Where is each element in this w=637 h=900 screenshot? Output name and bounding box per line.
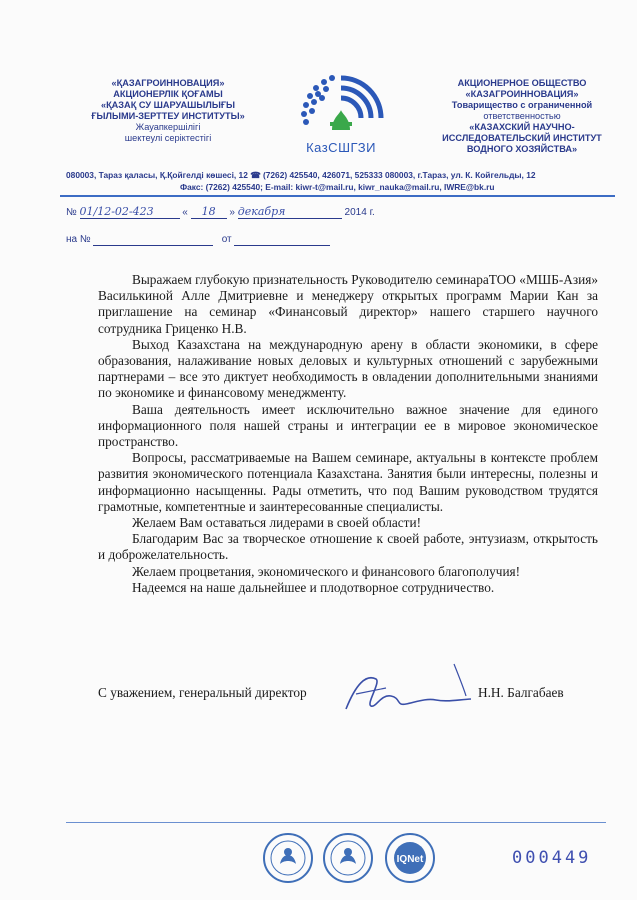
body-paragraph: Выход Казахстана на международную арену в области экономики, в сфере образования, налаживание новых деловых и культурных отношений с зарубежными партнерами – все это диктует необходимость в овладении дополнительными знаниями по экономике и финансовому менеджменту.: [98, 336, 598, 401]
seal-icon: [324, 834, 372, 882]
header-left-line: ҒЫЛЫМИ-ЗЕРТТЕУ ИНСТИТУТЫ»: [91, 111, 245, 121]
signatory-name: Н.Н. Балгабаев: [478, 685, 564, 700]
header-right-line: «КАЗАХСКИЙ НАУЧНО-: [469, 122, 575, 132]
header-divider: [60, 195, 615, 197]
registration-number: 01/12-02-423: [79, 205, 154, 218]
day-open-quote: «: [182, 207, 188, 218]
institute-logo: [286, 70, 396, 160]
reference-prefix: на №: [66, 234, 91, 245]
reference-line: [66, 234, 330, 246]
reference-from: от: [221, 234, 232, 245]
signature-closing: С уважением, генеральный директор: [98, 685, 307, 700]
contact-line: Факс: (7262) 425540; E-mail: kiwr-t@mail.ru, kiwr_nauka@mail.ru, IWRE@bk.ru: [180, 182, 495, 192]
header-left-line: «ҚАЗАГРОИННОВАЦИЯ»: [111, 78, 225, 88]
registration-prefix: №: [66, 207, 77, 218]
header-right-line: АКЦИОНЕРНОЕ ОБЩЕСТВО: [457, 78, 587, 88]
registration-year: 2014 г.: [344, 207, 375, 218]
footer-divider: [66, 822, 606, 823]
seal-icon: [264, 834, 312, 882]
header-left-line: шектеулі серіктестігі: [124, 133, 212, 143]
day-close-quote: »: [229, 207, 235, 218]
registration-number-field: [80, 205, 180, 219]
logo-graphic-icon: [286, 70, 396, 140]
body-paragraph: Вопросы, рассматриваемые на Вашем семинаре, актуальны в контексте проблем развития экономического потенциала Казахстана. Занятия были интересны, полезны и информационно насыщенны. Рады отметить, что под Вашим руководством трудятся грамотные, компетентные и заинтересованные специалисты.: [98, 450, 598, 514]
header-left-line: «ҚАЗАҚ СУ ШАРУАШЫЛЫҒЫ: [100, 100, 236, 110]
day-field: [191, 205, 227, 219]
certification-seals: [262, 830, 462, 886]
body-paragraph: Желаем Вам оставаться лидерами в своей области!: [132, 515, 422, 531]
registration-line: [66, 205, 375, 219]
header-right-line: ответственностью: [483, 111, 561, 121]
header-left-org: [68, 78, 268, 144]
month-field: [238, 205, 342, 219]
address-line: 080003, Тараз қаласы, Қ.Қойгелді көшесі, 12 ☎ (7262) 425540, 426071, 525333 080003, г.Тараз, ул. К. Койгельды, 12: [66, 170, 536, 180]
signature-block: [98, 685, 608, 701]
iqnet-label: IQNet: [396, 854, 424, 865]
body-paragraph: Надеемся на наше дальнейшее и плодотворное сотрудничество.: [132, 579, 495, 595]
reference-date-field: [234, 234, 330, 246]
body-paragraph: Ваша деятельность имеет исключительно важное значение для единого информационного поля нашей страны и интеграции ее в мировое экономическое пространство.: [98, 401, 598, 450]
body-paragraph: Желаем процветания, экономического и финансового благополучия!: [132, 563, 521, 579]
header-right-line: ВОДНОГО ХОЗЯЙСТВА»: [466, 144, 578, 154]
letter-body: [98, 272, 598, 596]
header-right-line: Товарищество с ограниченной: [451, 100, 593, 110]
logo-text: КазСШГЗИ: [306, 140, 376, 155]
header-left-line: АКЦИОНЕРЛІК ҚОҒАМЫ: [113, 89, 223, 99]
header-left-line: Жауапкершілігі: [135, 122, 201, 132]
body-paragraph: Благодарим Вас за творческое отношение к своей работе, энтузиазм, открытость и доброжелательность.: [98, 531, 598, 563]
serial-number: 000449: [512, 848, 592, 868]
reference-number-field: [93, 234, 213, 246]
registration-month: декабря: [237, 205, 286, 218]
header-right-line: ИССЛЕДОВАТЕЛЬСКИЙ ИНСТИТУТ: [442, 133, 602, 143]
header-right-line: «КАЗАГРОИННОВАЦИЯ»: [465, 89, 579, 99]
iqnet-seal-icon: [386, 834, 434, 882]
registration-day: 18: [201, 205, 216, 218]
header-right-org: [432, 78, 612, 155]
body-paragraph: Выражаем глубокую признательность Руководителю семинараТОО «МШБ-Азия» Василькиной Алле Дмитриевне и менеджеру открытых программ Марии Кан за приглашение на семинар «Финансовый директор» нашего старшего научного сотрудника Гриценко Н.В.: [98, 272, 598, 336]
